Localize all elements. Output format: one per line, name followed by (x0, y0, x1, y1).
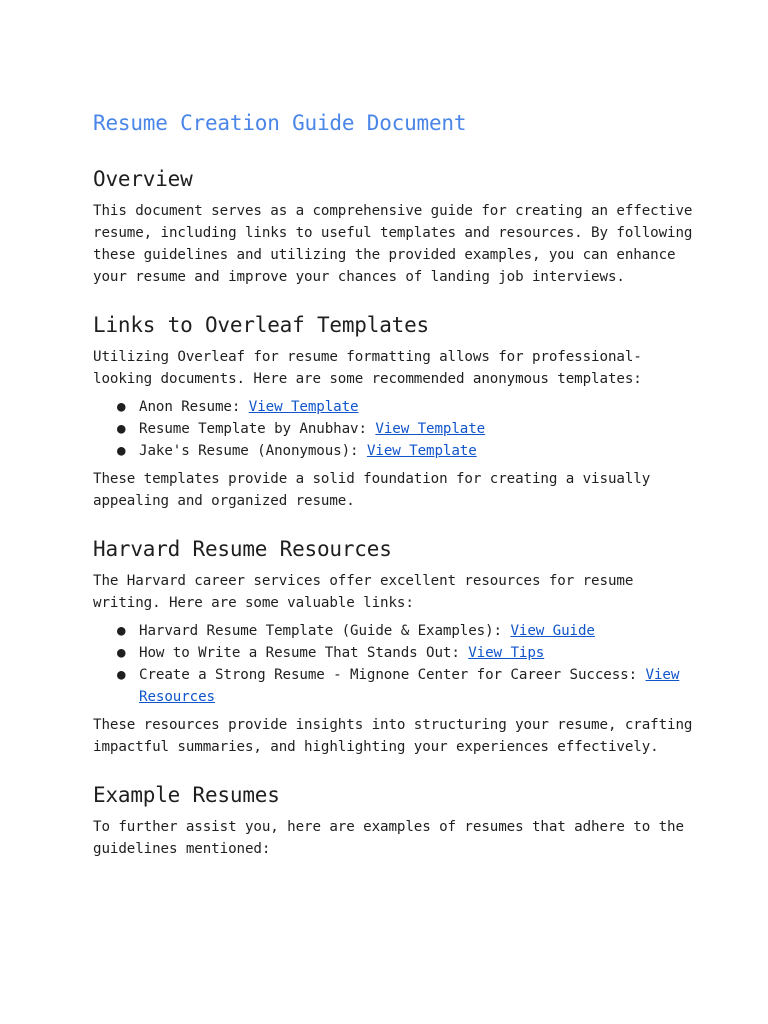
bullet-icon: ● (117, 623, 126, 639)
document-page (93, 108, 693, 882)
harvard-list (93, 620, 693, 708)
view-template-link[interactable]: View Template (375, 421, 486, 437)
list-item (117, 418, 693, 440)
document-title: Resume Creation Guide Document (93, 111, 467, 135)
overleaf-intro: Utilizing Overleaf for resume formatting allows for professional-looking documents. Here are some recommended anonymous templates: (93, 349, 642, 387)
list-item-label: Create a Strong Resume - Mignone Center for Career Success: (139, 667, 646, 683)
list-item (117, 664, 693, 708)
harvard-outro: These resources provide insights into structuring your resume, crafting impactful summaries, and highlighting your experiences effectively. (93, 717, 693, 755)
list-item-label: Harvard Resume Template (Guide & Examples): (139, 623, 511, 639)
overleaf-outro: These templates provide a solid foundation for creating a visually appealing and organized resume. (93, 471, 651, 509)
bullet-icon: ● (117, 399, 126, 415)
list-item (117, 642, 693, 664)
overleaf-list (93, 396, 693, 462)
list-item (117, 440, 693, 462)
list-item (117, 620, 693, 642)
view-template-link[interactable]: View Template (366, 443, 477, 459)
list-item-label: Jake's Resume (Anonymous): (139, 443, 367, 459)
list-item-label: Resume Template by Anubhav: (139, 421, 376, 437)
view-resources-link[interactable]: View Resources (139, 667, 680, 705)
list-item (117, 396, 693, 418)
overview-body: This document serves as a comprehensive guide for creating an effective resume, including links to useful templates and resources. By following these guidelines and utilizing the provided examples, you can enhance your resume and improve your chances of landing job interviews. (93, 203, 693, 285)
harvard-intro: The Harvard career services offer excellent resources for resume writing. Here are some valuable links: (93, 573, 634, 611)
bullet-icon: ● (117, 645, 126, 661)
overleaf-heading: Links to Overleaf Templates (93, 313, 429, 337)
bullet-icon: ● (117, 667, 126, 683)
bullet-icon: ● (117, 421, 126, 437)
harvard-section (93, 534, 693, 758)
list-item-label: Anon Resume: (139, 399, 249, 415)
bullet-icon: ● (117, 443, 126, 459)
list-item-label: How to Write a Resume That Stands Out: (139, 645, 469, 661)
examples-intro: To further assist you, here are examples of resumes that adhere to the guidelines mentioned: (93, 819, 684, 857)
harvard-heading: Harvard Resume Resources (93, 537, 392, 561)
view-template-link[interactable]: View Template (248, 399, 359, 415)
examples-section (93, 780, 693, 860)
overleaf-section (93, 310, 693, 512)
examples-heading: Example Resumes (93, 783, 280, 807)
overview-heading: Overview (93, 167, 193, 191)
view-tips-link[interactable]: View Tips (468, 645, 545, 661)
view-guide-link[interactable]: View Guide (510, 623, 595, 639)
overview-section (93, 164, 693, 288)
